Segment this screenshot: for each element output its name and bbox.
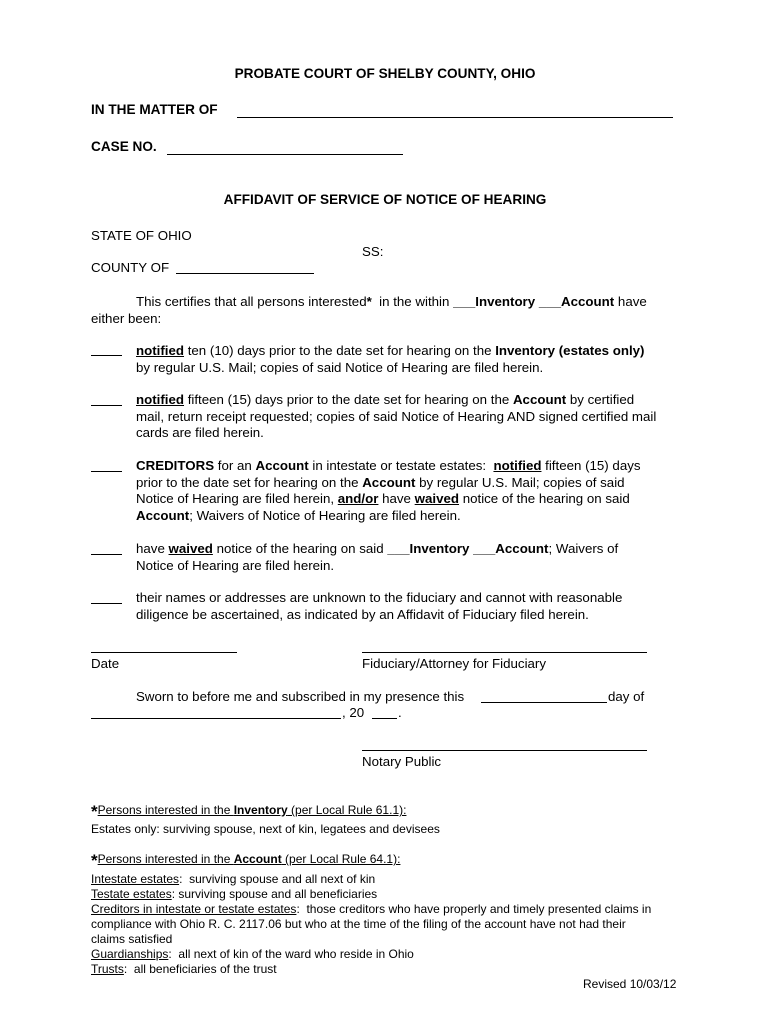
- option-2-checkbox[interactable]: [91, 405, 122, 406]
- option-3: [136, 458, 686, 524]
- o3-text-3: fifteen (15) days: [541, 458, 641, 473]
- fn-acc-suffix: (per Local Rule 64.1):: [281, 852, 401, 866]
- case-number-field[interactable]: [167, 154, 403, 155]
- fiduciary-label: Fiduciary/Attorney for Fiduciary: [362, 656, 547, 671]
- o4-text-3: ; Waivers of: [548, 541, 619, 556]
- fn-acc-bold: Account: [233, 852, 282, 866]
- option-4-checkbox[interactable]: [91, 554, 122, 555]
- case-label: CASE NO.: [91, 139, 157, 154]
- year-period: .: [398, 705, 402, 720]
- footnote-account-heading: [91, 852, 400, 868]
- o3-waived: waived: [414, 491, 460, 506]
- intro-line-1: [136, 294, 647, 310]
- o3-text-1: for an: [214, 458, 256, 473]
- o2-text-1: fifteen (15) days prior to the date set for hearing on the: [184, 392, 513, 407]
- fn-intestate-label: Intestate estates: [91, 872, 180, 886]
- o3-notified: notified: [493, 458, 542, 473]
- fiduciary-signature-line[interactable]: [362, 652, 647, 653]
- o3-andor: and/or: [337, 491, 379, 506]
- o3-text-7: have: [378, 491, 415, 506]
- fn-guardianships-label: Guardianships: [91, 947, 169, 961]
- fn-intestate-text: : surviving spouse and all next of kin: [179, 872, 376, 886]
- o1-text-1: ten (10) days prior to the date set for hearing on the: [184, 343, 496, 358]
- o4-inventory-blank[interactable]: ___: [387, 541, 410, 556]
- fn-inv-bold: Inventory: [233, 803, 288, 817]
- o2-notified: notified: [136, 392, 185, 407]
- o4-text-2: notice of the hearing on said: [212, 541, 388, 556]
- county-field[interactable]: [176, 273, 314, 274]
- ss-label: SS:: [362, 244, 384, 259]
- notary-label: Notary Public: [362, 754, 442, 769]
- intro-text-b: in the within: [371, 294, 454, 309]
- option-4: [136, 541, 686, 574]
- o1-text-2: by regular U.S. Mail; copies of said Notice of Hearing are filed herein.: [136, 359, 544, 375]
- o2-text-3: mail, return receipt requested; copies of said Notice of Hearing AND signed certified mail: [136, 408, 657, 424]
- fn-testate-text: : surviving spouse and all beneficiaries: [171, 887, 378, 901]
- o4-text-4: Notice of Hearing are filed herein.: [136, 557, 335, 573]
- o3-account-2: Account: [362, 474, 416, 490]
- footnote-inventory-line: Estates only: surviving spouse, next of kin, legatees and devisees: [91, 822, 440, 836]
- o5-text-2: diligence be ascertained, as indicated by an Affidavit of Fiduciary filed herein.: [136, 606, 589, 622]
- county-label: COUNTY OF: [91, 260, 170, 275]
- year-text: , 20: [342, 705, 365, 720]
- footnote-account-star: *: [91, 851, 98, 870]
- o4-account: Account: [495, 541, 549, 556]
- fn-guardianships-text: : all next of kin of the ward who reside in Ohio: [168, 947, 414, 961]
- fn-intestate: [91, 872, 375, 887]
- fn-trusts: [91, 962, 277, 977]
- fn-guardianships: [91, 947, 414, 962]
- o1-inventory-estates: Inventory (estates only): [495, 343, 645, 358]
- sworn-year-field[interactable]: [372, 718, 397, 719]
- footnote-inventory-star: *: [91, 802, 98, 821]
- option-1-checkbox[interactable]: [91, 355, 122, 356]
- inventory-checkbox-blank[interactable]: ___: [453, 294, 476, 309]
- footnote-inventory-heading: [91, 803, 406, 819]
- o2-account: Account: [512, 392, 567, 407]
- o3-text-9: ; Waivers of Notice of Hearing are filed herein.: [189, 507, 461, 523]
- option-3-checkbox[interactable]: [91, 471, 122, 472]
- date-signature-line[interactable]: [91, 652, 237, 653]
- matter-label: IN THE MATTER OF: [91, 102, 218, 117]
- sworn-text: Sworn to before me and subscribed in my presence this: [136, 689, 465, 704]
- intro-asterisk: *: [366, 294, 372, 309]
- matter-field[interactable]: [237, 117, 673, 118]
- fn-creditors-text: : those creditors who have properly and timely presented claims in: [296, 902, 652, 916]
- account-checkbox-blank[interactable]: ___: [535, 294, 562, 309]
- sworn-day-field[interactable]: [481, 702, 607, 703]
- o3-text-4: prior to the date set for hearing on the: [136, 474, 363, 490]
- option-5: [136, 590, 686, 623]
- sworn-line: [136, 689, 464, 705]
- option-2: [136, 392, 686, 442]
- fn-creditors-label: Creditors in intestate or testate estates: [91, 902, 297, 916]
- state-label: STATE OF OHIO: [91, 228, 192, 243]
- o4-waived: waived: [168, 541, 213, 556]
- o3-text-2: in intestate or testate estates:: [308, 458, 494, 473]
- intro-account: Account: [561, 294, 615, 309]
- court-title: PROBATE COURT OF SHELBY COUNTY, OHIO: [234, 66, 536, 81]
- fn-creditors-line-3: claims satisfied: [91, 932, 173, 946]
- o1-notified: notified: [136, 343, 185, 358]
- date-label: Date: [91, 656, 120, 671]
- o3-creditors: CREDITORS: [136, 458, 215, 473]
- fn-trusts-text: : all beneficiaries of the trust: [123, 962, 277, 976]
- revised-date: Revised 10/03/12: [583, 977, 677, 991]
- fn-acc-prefix: Persons interested in the: [97, 852, 234, 866]
- fn-creditors-line-2: compliance with Ohio R. C. 2117.06 but who at the time of the filing of the account have not had their: [91, 917, 626, 931]
- notary-signature-line[interactable]: [362, 750, 647, 751]
- form-title: AFFIDAVIT OF SERVICE OF NOTICE OF HEARING: [223, 192, 547, 207]
- o3-text-6: Notice of Hearing are filed herein,: [136, 491, 338, 506]
- year-line: [342, 705, 364, 721]
- o2-text-2: by certified: [566, 392, 635, 407]
- o3-account: Account: [255, 458, 309, 473]
- intro-line-2: either been:: [91, 311, 162, 326]
- fn-trusts-label: Trusts: [91, 962, 124, 976]
- fn-testate: [91, 887, 377, 902]
- o3-text-8: notice of the hearing on said: [459, 491, 630, 506]
- fn-creditors: [91, 902, 651, 917]
- o3-text-5: by regular U.S. Mail; copies of said: [415, 474, 625, 490]
- o4-account-blank[interactable]: ___: [469, 541, 496, 556]
- intro-inventory: Inventory: [475, 294, 536, 309]
- fn-inv-suffix: (per Local Rule 61.1):: [287, 803, 407, 817]
- o4-inventory: Inventory: [409, 541, 470, 556]
- fn-inv-prefix: Persons interested in the: [97, 803, 234, 817]
- o2-text-4: cards are filed herein.: [136, 425, 264, 440]
- o3-account-3: Account: [136, 507, 190, 523]
- fn-testate-label: Testate estates: [91, 887, 172, 901]
- intro-text-c: have: [614, 294, 647, 309]
- option-1: [136, 343, 686, 376]
- sworn-month-field[interactable]: [91, 718, 341, 719]
- o5-text-1: their names or addresses are unknown to the fiduciary and cannot with reasonable: [136, 590, 623, 605]
- option-5-checkbox[interactable]: [91, 603, 122, 604]
- o4-text-1: have: [136, 541, 169, 556]
- intro-text-a: This certifies that all persons interested: [136, 294, 367, 309]
- day-of-label: day of: [608, 689, 645, 704]
